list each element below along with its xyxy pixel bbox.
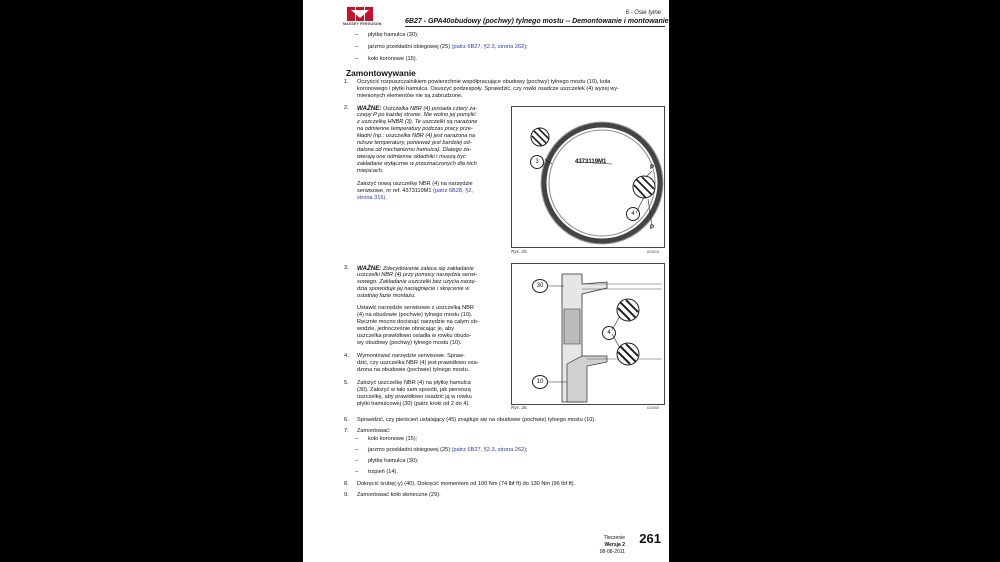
warning-label: WAŻNE: [357,265,382,272]
action-line: uszczelka prawidłowo osiadła w rowku obudo- [357,333,472,339]
step-number: 2. [344,105,349,111]
warning-line: z uszczelką HNBR (3). Te uszczelki są narażone [357,119,478,125]
action-line: wy obudowy (pochwy) tylnego mostu (10). [357,340,462,346]
step8-text: Dokręcić śrubę(-y) (40). Dokręcić momentem od 100 Nm (74 lbf ft) do 130 Nm (96 lbf ft). [357,481,576,487]
step-number: 4. [344,353,349,359]
step1-line: mienionych elementów nie są zabrudzone. [357,93,463,99]
step5-line: Założyć uszczelkę NBR (4) na płytkę hamulca [357,380,471,386]
step-number: 9. [344,492,349,498]
cross-reference-link[interactable]: (patrz 6B28, §2, [433,188,473,194]
footer-version: Wersja 2 [604,541,625,548]
step-number: 3. [344,265,349,271]
footer-line: Tłoczenie [603,535,625,541]
figure-26-cross-section [511,263,665,405]
page-number: 261 [639,531,661,546]
warning-line: sowego. Zakładanie uszczelki bez użycia narzę- [357,279,477,285]
document-page [303,0,669,562]
step4-line: Wymontować narzędzie serwisowe. Spraw- [357,353,465,359]
step1-line: koronowego i płytki hamulca. Osuszyć podzespoły. Sprawdzić, czy rowki osadcze uszczelek (4) wyżej wy- [357,86,619,92]
action-line: wodzie, jednocześnie obracając je, aby [357,326,455,332]
seal-ring-drawing [512,107,664,247]
step5-line: (30). Założyć w taki sam sposób, jak pierwszą [357,387,471,393]
step-number: 7. [344,428,349,434]
warning-line: WAŻNE: Zdecydowanie zaleca się zakładanie [357,265,474,272]
figure-code: 623004 [647,250,659,254]
warning-line: wierają one odmienne składniki i muszą być [357,154,466,160]
step5-line: uszczelkę, aby prawidłowo osadzić ją w rowku [357,394,472,400]
figure-25-seal [511,106,665,248]
warning-line: zakładane wyłącznie w przeznaczonych dla nich [357,161,477,167]
warning-line: czepy P po każdej stronie. Nie wolno jej pomylić [357,112,476,118]
figure-caption: Rys. 25. [511,249,528,254]
step7-text: Zamontować: [357,428,391,434]
cross-reference-link[interactable]: (patrz 6B27, §2.3, strona 262) [451,44,526,50]
figure-caption: Rys. 26. [511,405,528,410]
step-number: 5. [344,380,349,386]
list-item: płytkę hamulca (30); [368,458,419,464]
callout-4: 4 [626,207,640,221]
footer-date: 08-08-2011 [599,548,625,555]
massey-ferguson-logo [347,7,373,21]
warning-line: dzia spowoduje jej naciągnięcie i skręcenie w [357,286,470,292]
warning-line: uszczelki NBR (4) przy pomocy narzędzia serwi- [357,272,477,278]
cross-reference-link[interactable]: (patrz 6B27, §2.3, strona 262) [451,447,526,453]
step6-text: Sprawdzić, czy pierścień ustalający (45) znajduje się na obudowie (pochwie) tylnego mostu (10). [357,417,596,423]
list-item: koło koronowe (15); [368,436,418,442]
list-item: jarzmo przekładni obiegowej (25) (patrz 6B27, §2.3, strona 262); [368,44,528,50]
page-title: 6B27 - GPA40obudowy (pochwy) tylnego mostu -- Demontowanie i montowanie [405,18,669,25]
list-dash: – [355,458,359,464]
callout-p: P [650,165,655,171]
warning-label: WAŻNE: [357,105,382,112]
action-line: (4) na obudowie (pochwie) tylnego mostu (10). [357,312,473,318]
figure-code: 623005 [647,406,659,410]
callout-10: 10 [532,375,548,389]
callout-p: P [650,225,655,231]
part-number-label: 4373119M1 [575,159,607,165]
footer-info [600,535,625,555]
callout-4: 4 [602,326,616,340]
action-line: Założyć nową uszczelkę NBR (4) na narzędzie [357,181,473,187]
step-number: 6. [344,417,349,423]
step-number: 8. [344,481,349,487]
warning-line: na odmienne temperatury podczas pracy prze- [357,126,473,132]
list-dash: – [355,447,359,453]
warning-line: WAŻNE: Uszczelka NBR (4) posiada cztery za- [357,105,478,112]
list-dash: – [355,436,359,442]
list-item: płytkę hamulca (30); [368,32,419,38]
list-dash: – [355,44,359,50]
action-line: Ręcznie mocno docisnąć narzędzie na całym ob- [357,319,479,325]
list-dash: – [355,56,359,62]
step4-line: dzić, czy uszczelka NBR (4) jest prawidłowo osa- [357,360,479,366]
warning-line: ostatniej fazie montażu. [357,293,416,299]
step-number: 1. [344,79,349,85]
warning-line: kładni (np.: uszczelka NBR (4) jest narażona na [357,133,476,139]
warning-line: miejscach. [357,168,384,174]
list-item: jarzmo przekładni obiegowej (25) (patrz 6B27, §2.3, strona 262); [368,447,528,453]
brand-name: MASSEY FERGUSON [343,22,382,26]
list-item: trzpień (14). [368,469,398,475]
section-label: 6 - Osie tylne [625,10,661,16]
warning-line: dalona od mechanizmu hamulca). Dlatego za- [357,147,472,153]
section-heading: Zamontowywanie [346,68,416,78]
list-dash: – [355,469,359,475]
action-line: Ustawić narzędzie serwisowe z uszczelką NBR [357,305,474,311]
step1-line: Oczyścić rozpuszczalnikiem powierzchnie współpracujące obudowy (pochwy) tylnego mostu (10), koła [357,79,611,85]
callout-30: 30 [532,279,548,293]
step5-line: płytki hamulcowej (30) (patrz kroki od 2 do 4). [357,401,470,407]
action-line: strona 316). [357,195,387,201]
list-dash: – [355,32,359,38]
list-item: koło koronowe (15). [368,56,418,62]
cross-reference-link[interactable]: strona 316) [357,195,386,201]
step9-text: Zamontować koło słoneczne (29). [357,492,441,498]
action-line: serwisowe, nr ref. 4373119M1 (patrz 6B28, §2, [357,188,473,194]
step4-line: dzona na obudowie (pochwie) tylnego mostu. [357,367,470,373]
callout-3: 3 [530,155,544,169]
warning-line: niższe temperatury, ponieważ jest bardziej od- [357,140,472,146]
